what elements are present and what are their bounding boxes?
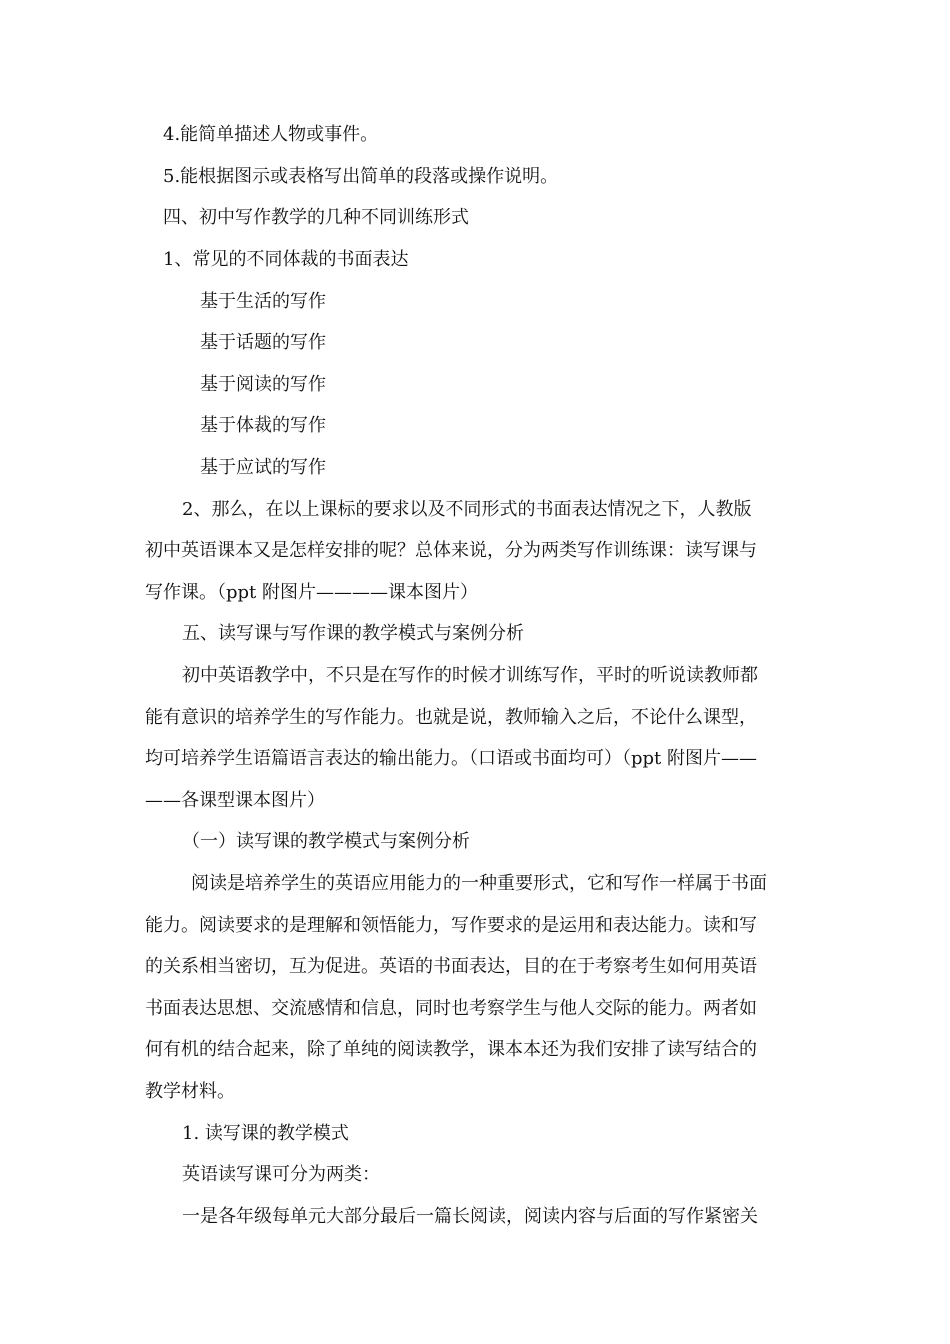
paragraph-3-line-4: ——各课型课本图片）: [145, 790, 325, 811]
paragraph-5-line-1: 英语读写课可分为两类：: [182, 1164, 380, 1185]
text-line-1: 4.能简单描述人物或事件。: [163, 124, 379, 145]
text-line-2: 5.能根据图示或表格写出简单的段落或操作说明。: [163, 166, 559, 187]
paragraph-4-line-2: 能力。阅读要求的是理解和领悟能力，写作要求的是运用和表达能力。读和写: [145, 915, 757, 936]
paragraph-4-line-6: 教学材料。: [145, 1081, 235, 1102]
subheading-1: 1、常见的不同体裁的书面表达: [163, 249, 409, 270]
paragraph-6-line-1: 一是各年级每单元大部分最后一篇长阅读，阅读内容与后面的写作紧密关: [182, 1206, 758, 1227]
list-item-reading: 基于阅读的写作: [200, 374, 326, 395]
section-heading-4: 四、初中写作教学的几种不同训练形式: [163, 207, 469, 228]
paragraph-3-line-2: 能有意识的培养学生的写作能力。也就是说，教师输入之后，不论什么课型，: [145, 707, 757, 728]
list-item-life: 基于生活的写作: [200, 291, 326, 312]
list-item-topic: 基于话题的写作: [200, 332, 326, 353]
paragraph-3-line-1: 初中英语教学中，不只是在写作的时候才训练写作，平时的听说读教师都: [182, 665, 758, 686]
paragraph-4-line-5: 何有机的结合起来，除了单纯的阅读教学，课本本还为我们安排了读写结合的: [145, 1039, 757, 1060]
list-item-exam: 基于应试的写作: [200, 457, 326, 478]
section-heading-5: 五、读写课与写作课的教学模式与案例分析: [182, 623, 524, 644]
paragraph-2-line-1: 2、那么，在以上课标的要求以及不同形式的书面表达情况之下，人教版: [182, 499, 752, 520]
paragraph-4-line-1: 阅读是培养学生的英语应用能力的一种重要形式，它和写作一样属于书面: [191, 873, 767, 894]
paragraph-4-line-3: 的关系相当密切，互为促进。英语的书面表达，目的在于考察考生如何用英语: [145, 956, 757, 977]
subsection-heading-1: （一）读写课的教学模式与案例分析: [182, 831, 470, 852]
item-heading-1: 1. 读写课的教学模式: [182, 1123, 349, 1144]
paragraph-4-line-4: 书面表达思想、交流感情和信息，同时也考察学生与他人交际的能力。两者如: [145, 998, 757, 1019]
paragraph-3-line-3: 均可培养学生语篇语言表达的输出能力。（口语或书面均可）（ppt 附图片——: [145, 748, 757, 769]
list-item-genre: 基于体裁的写作: [200, 415, 326, 436]
paragraph-2-line-3: 写作课。（ppt 附图片————课本图片）: [145, 582, 478, 603]
paragraph-2-line-2: 初中英语课本又是怎样安排的呢？总体来说，分为两类写作训练课：读写课与: [145, 540, 757, 561]
